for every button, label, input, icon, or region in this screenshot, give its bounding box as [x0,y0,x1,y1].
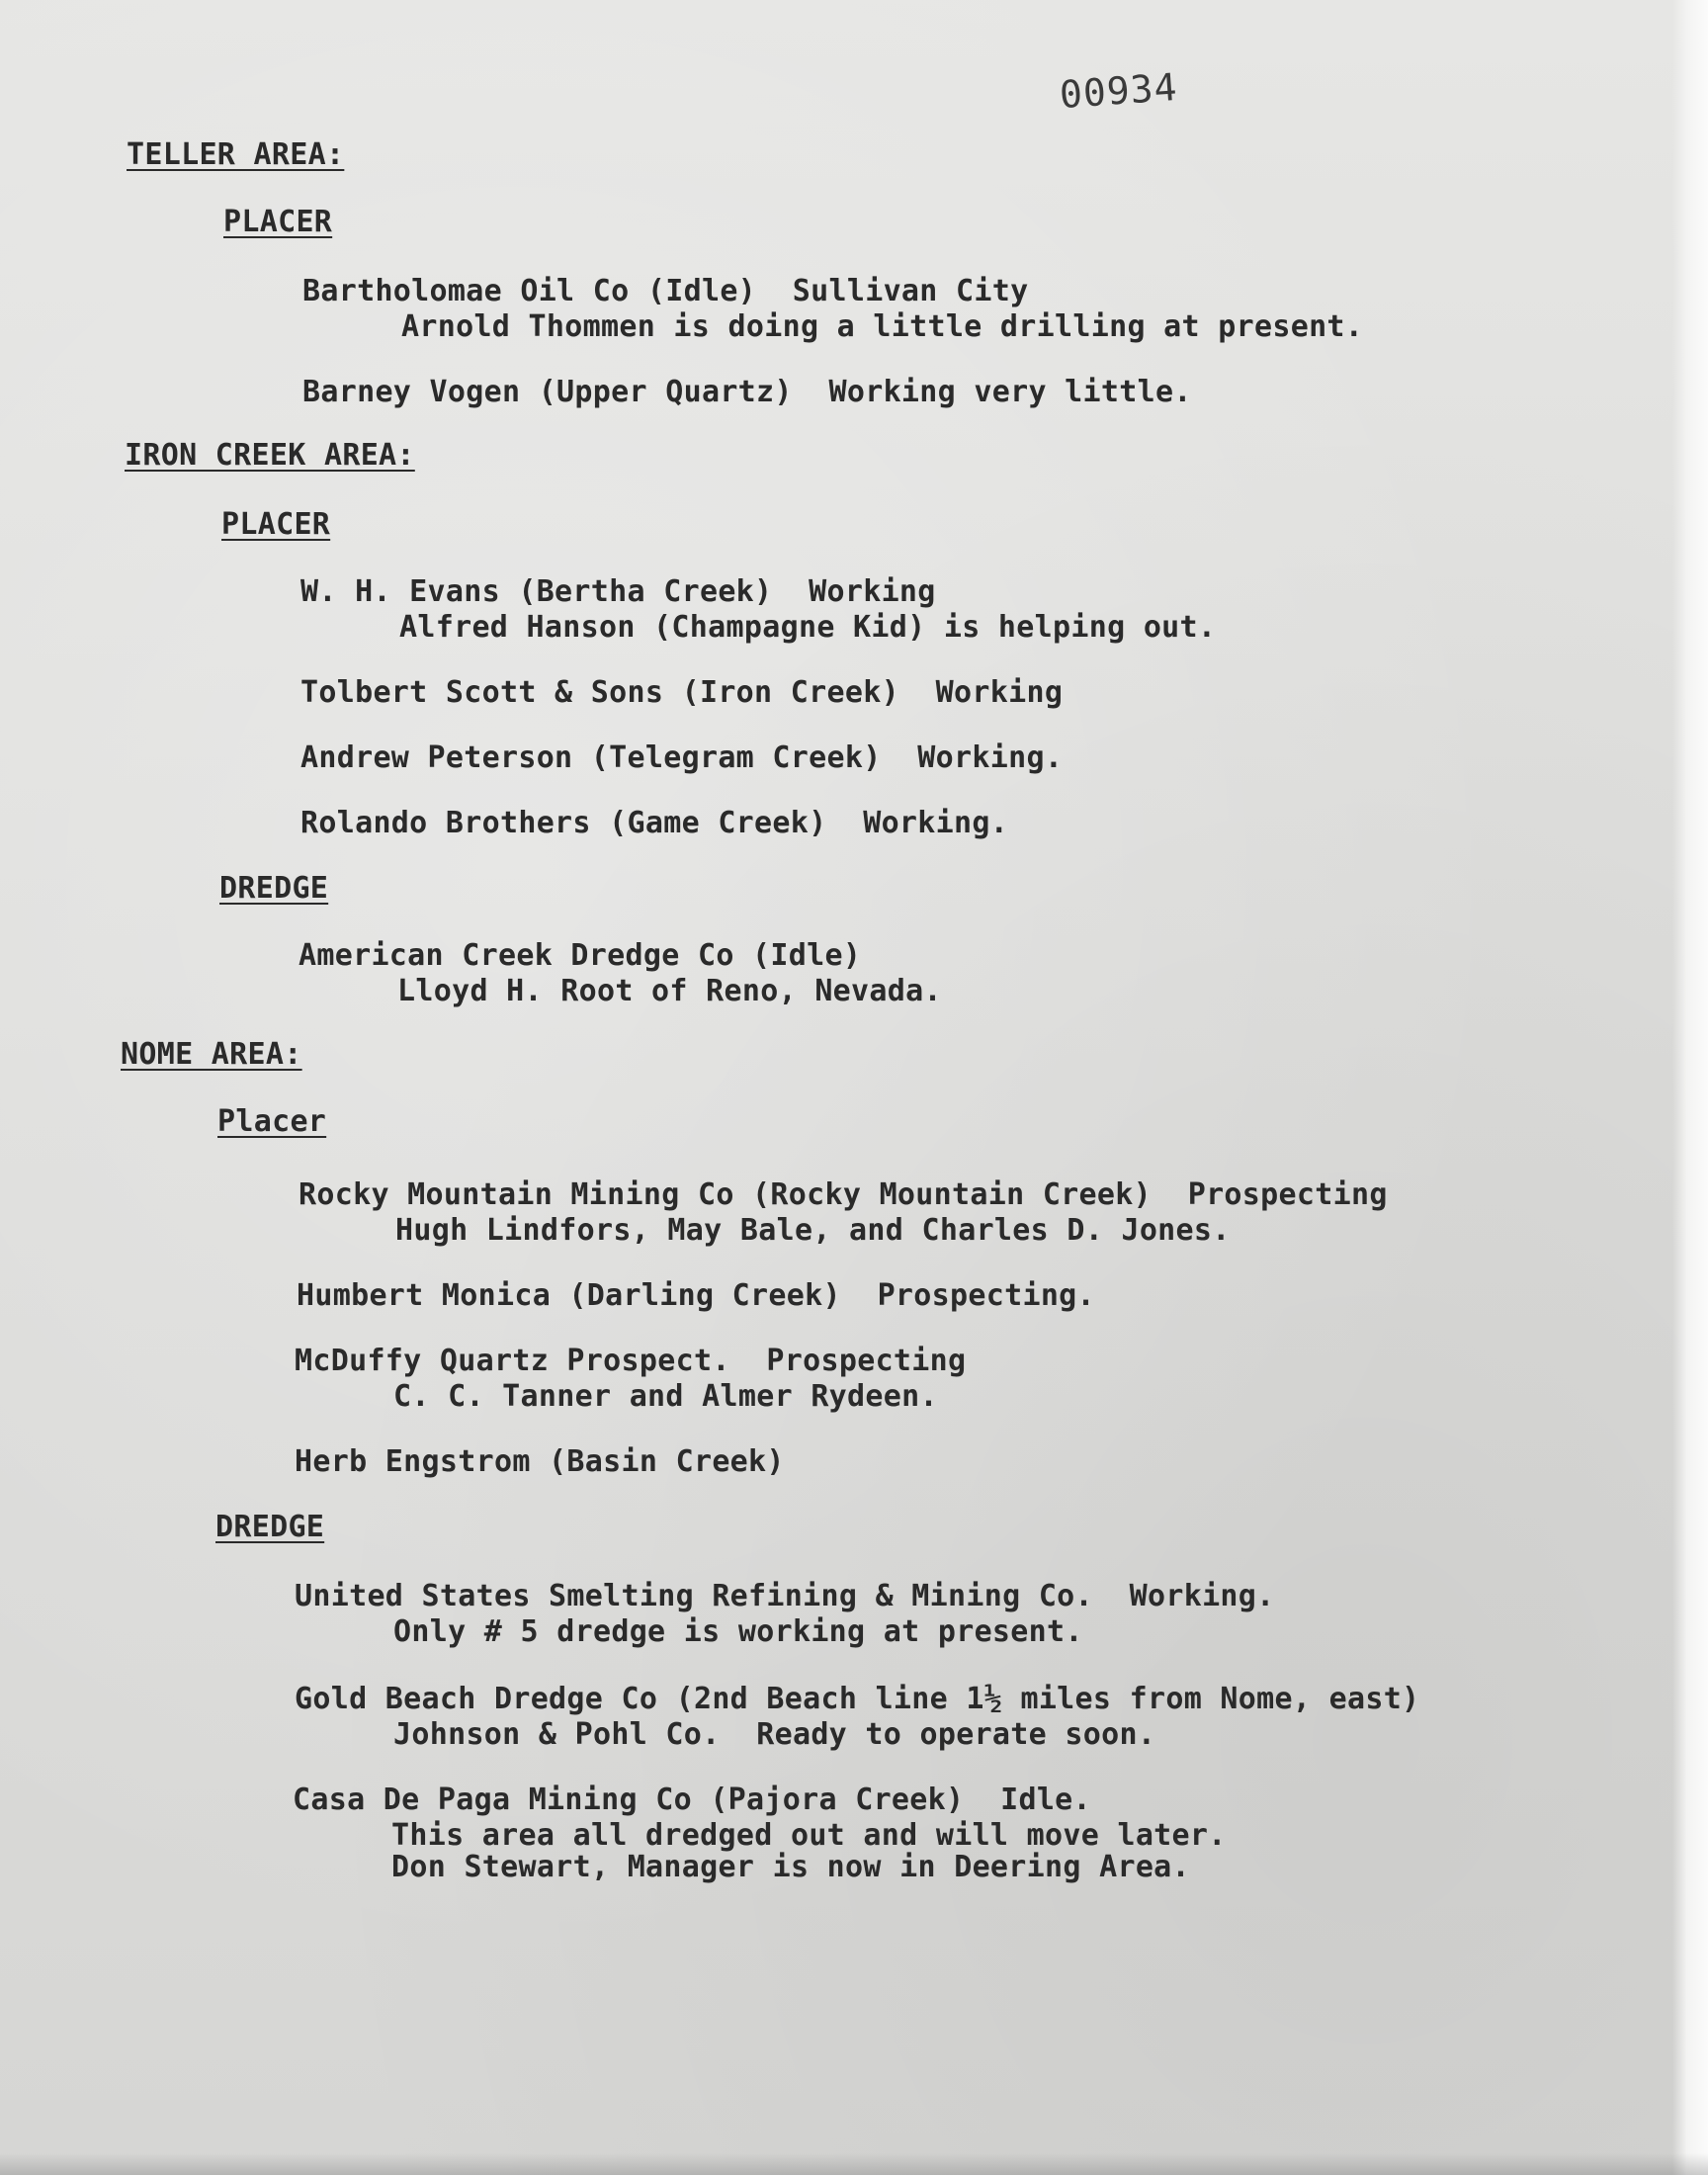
iron-creek-dredge-heading: DREDGE [219,871,329,906]
iron-creek-dredge-entry-1-line1: American Creek Dredge Co (Idle) [299,938,862,973]
teller-placer-heading: PLACER [223,205,333,239]
nome-dredge-entry-3-line2: This area all dredged out and will move later. [391,1818,1227,1853]
nome-placer-heading: Placer [217,1104,327,1139]
nome-dredge-entry-1-line2: Only # 5 dredge is working at present. [393,1614,1083,1649]
nome-placer-entry-3-line1: McDuffy Quartz Prospect. Prospecting [295,1344,967,1378]
iron-creek-dredge-entry-1-line2: Lloyd H. Root of Reno, Nevada. [397,974,942,1008]
teller-entry-1-line2: Arnold Thommen is doing a little drilling at present. [401,309,1364,344]
iron-creek-placer-entry-1-line1: W. H. Evans (Bertha Creek) Working [300,574,936,609]
document-number: 00934 [1058,64,1179,118]
nome-dredge-entry-3-line1: Casa De Paga Mining Co (Pajora Creek) Idle. [293,1783,1091,1817]
nome-dredge-entry-2-line2: Johnson & Pohl Co. Ready to operate soon. [393,1717,1156,1752]
nome-dredge-entry-3-line3: Don Stewart, Manager is now in Deering Area. [391,1850,1190,1884]
page-right-margin [1672,0,1708,2175]
iron-creek-placer-entry-3-line1: Andrew Peterson (Telegram Creek) Working. [300,740,1064,775]
nome-placer-entry-1-line2: Hugh Lindfors, May Bale, and Charles D. Jones. [395,1213,1231,1248]
nome-area-heading: NOME AREA: [121,1037,302,1072]
teller-area-heading: TELLER AREA: [127,137,345,172]
iron-creek-placer-entry-2-line1: Tolbert Scott & Sons (Iron Creek) Working [300,675,1064,710]
nome-dredge-entry-1-line1: United States Smelting Refining & Mining Co. Working. [295,1579,1275,1613]
nome-placer-entry-3-line2: C. C. Tanner and Almer Rydeen. [393,1379,938,1414]
iron-creek-placer-entry-1-line2: Alfred Hanson (Champagne Kid) is helping out. [399,610,1217,645]
iron-creek-placer-entry-4-line1: Rolando Brothers (Game Creek) Working. [300,806,1009,840]
page-bottom-shadow [0,2153,1708,2175]
iron-creek-placer-heading: PLACER [221,507,331,542]
teller-entry-2-line1: Barney Vogen (Upper Quartz) Working very little. [302,375,1192,409]
nome-dredge-heading: DREDGE [215,1510,325,1544]
teller-entry-1-line1: Bartholomae Oil Co (Idle) Sullivan City [302,274,1029,308]
nome-placer-entry-1-line1: Rocky Mountain Mining Co (Rocky Mountain Creek) Prospecting [299,1177,1388,1212]
nome-placer-entry-4-line1: Herb Engstrom (Basin Creek) [295,1444,785,1479]
nome-dredge-entry-2-line1: Gold Beach Dredge Co (2nd Beach line 1½ miles from Nome, east) [295,1682,1420,1716]
nome-placer-entry-2-line1: Humbert Monica (Darling Creek) Prospecting. [297,1278,1095,1313]
iron-creek-area-heading: IRON CREEK AREA: [125,438,415,473]
